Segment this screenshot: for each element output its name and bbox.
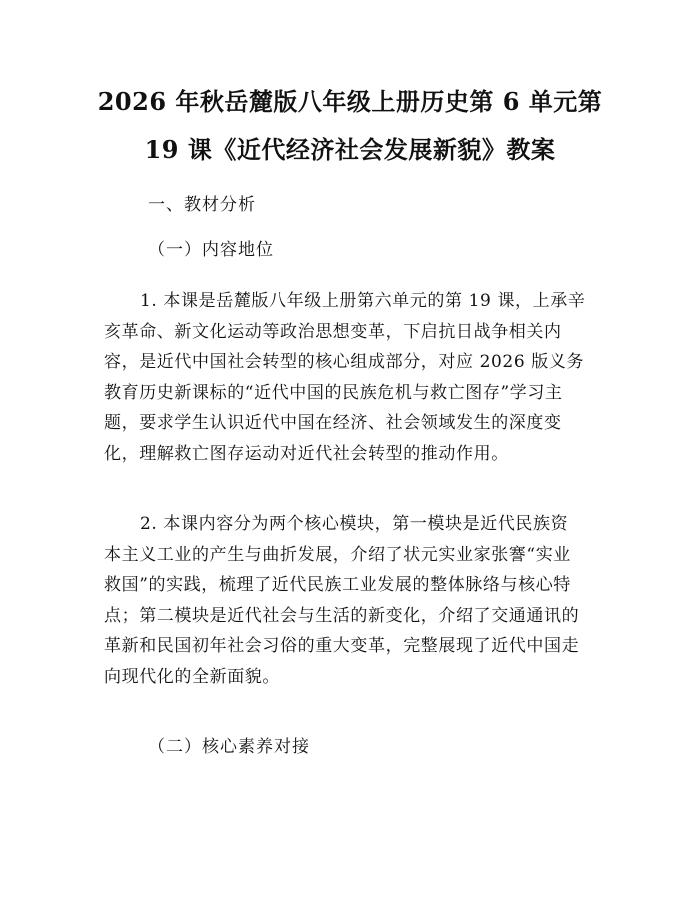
paragraph-line: 教育历史新课标的“近代中国的民族危机与救亡图存”学习主: [104, 382, 563, 403]
title-line-2: 19 课《近代经济社会发展新貌》教案: [144, 135, 556, 164]
paragraph-line: 向现代化的全新面貌。: [104, 666, 280, 687]
paragraph-line: 救国”的实践，梳理了近代民族工业发展的整体脉络与核心特: [104, 575, 571, 596]
paragraph-line: 化，理解救亡图存运动对近代社会转型的推动作用。: [104, 443, 509, 464]
title-line-1: 2026 年秋岳麓版八年级上册历史第 6 单元第: [97, 87, 603, 116]
paragraph-line: 点；第二模块是近代社会与生活的新变化，介绍了交通通讯的: [104, 605, 580, 626]
paragraph-line: 本主义工业的产生与曲折发展，介绍了状元实业家张謇“实业: [104, 544, 571, 565]
subsection-heading-content-position: （一）内容地位: [148, 240, 274, 260]
paragraph-line: 革新和民国初年社会习俗的重大变革，完整展现了近代中国走: [104, 636, 580, 657]
paragraph-line: 容，是近代中国社会转型的核心组成部分，对应 2026 版义务: [104, 352, 585, 373]
paragraph-line: 亥革命、新文化运动等政治思想变革，下启抗日战争相关内: [104, 321, 562, 342]
paragraph-line: 题，要求学生认识近代中国在经济、社会领域发生的深度变: [104, 413, 562, 434]
paragraph-2: [104, 509, 602, 693]
subsection-heading-core-literacy: （二）核心素养对接: [148, 737, 310, 757]
paragraph-line: 1. 本课是岳麓版八年级上册第六单元的第 19 课，上承辛: [140, 291, 586, 311]
section-heading-teaching-material-analysis: 一、教材分析: [148, 195, 256, 215]
paragraph-line: 2. 本课内容分为两个核心模块，第一模块是近代民族资: [140, 514, 569, 534]
page-title: [60, 78, 640, 174]
paragraph-1: [104, 286, 602, 470]
